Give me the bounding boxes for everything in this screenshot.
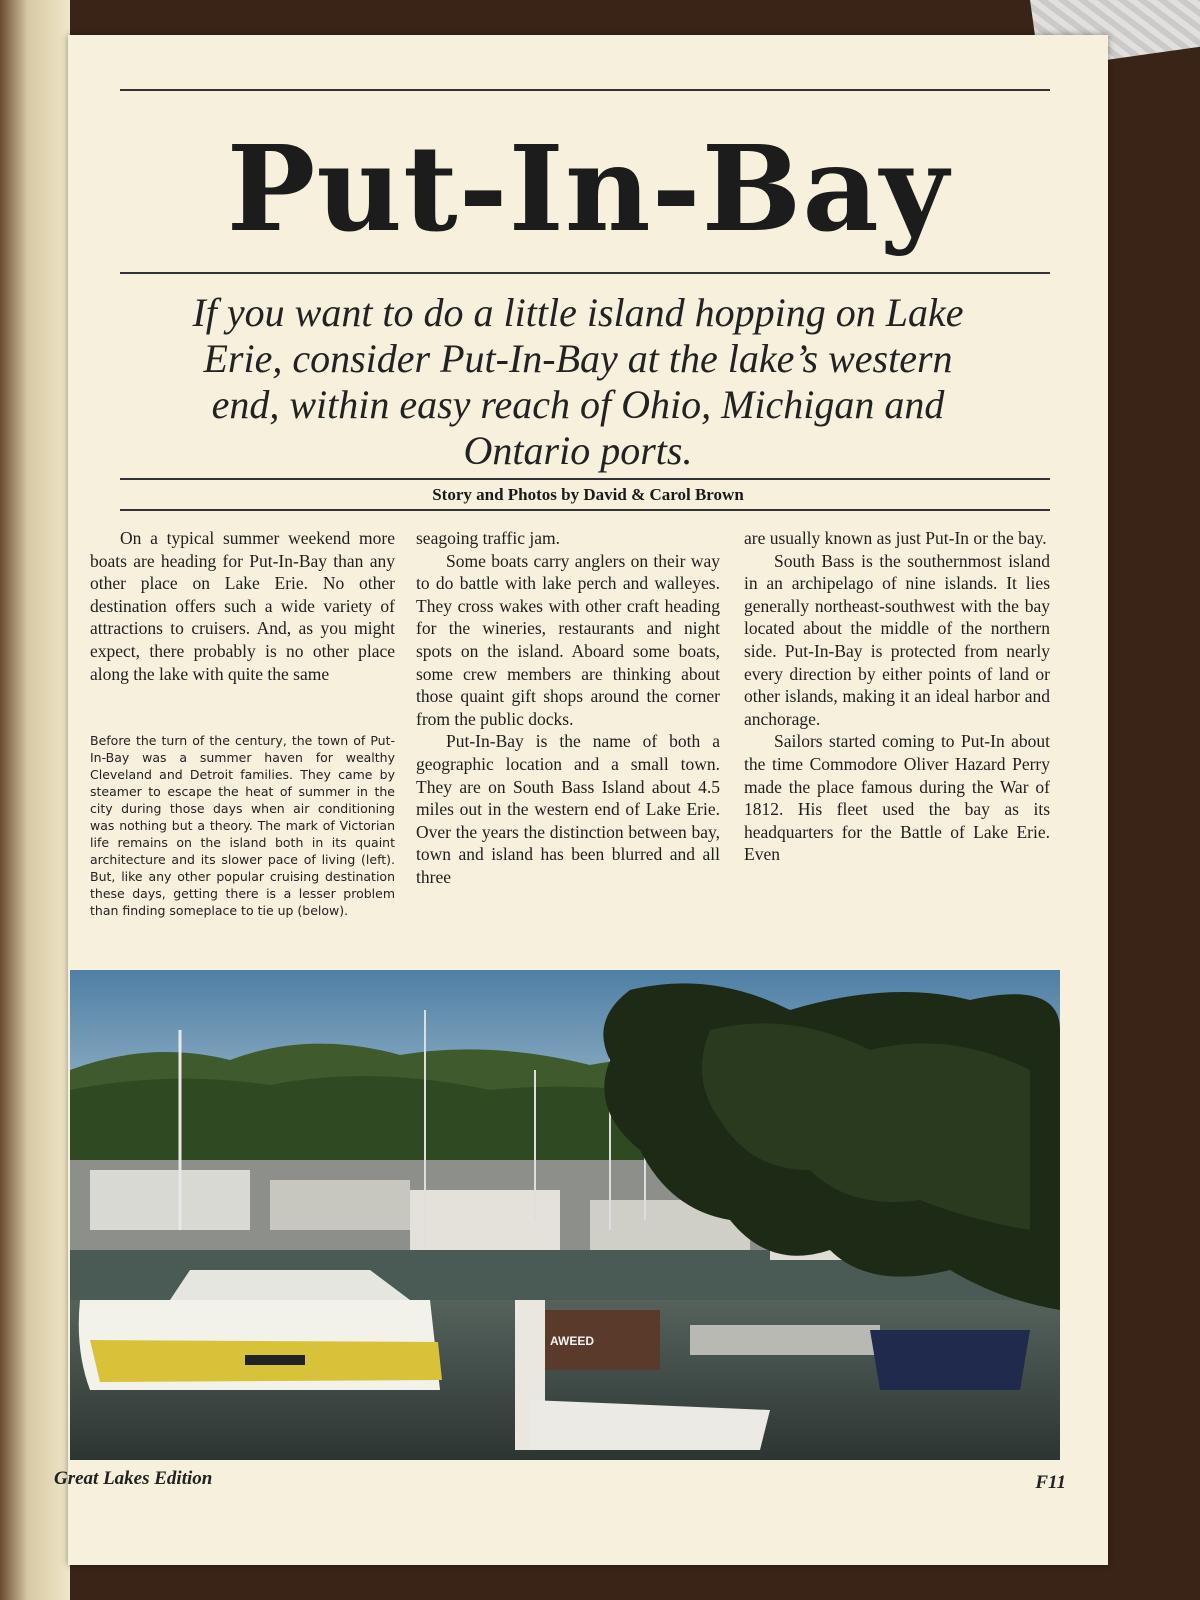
paragraph: Sailors started coming to Put-In about the time Commodore Oliver Hazard Perry made the place famous during the War of 1812. His fleet used the bay as its headquarters for the Battle of Lake Erie. Even: [744, 731, 1050, 865]
paragraph: Put-In-Bay is the name of both a geographic location and a small town. They are on South Bass Island about 4.5 miles out in the western end of Lake Erie. Over the years the distinction between bay, town and island has been blurred and all three: [416, 731, 720, 887]
magazine-page: [54, 35, 1108, 1565]
paragraph: Some boats carry anglers on their way to do battle with lake perch and walleyes. They cross wakes with other craft heading for the wineries, restaurants and night spots on the island. Aboard some boats, some crew members are thinking about those quaint gift shops around the corner from the public docks.: [416, 550, 720, 729]
photo-caption: Before the turn of the century, the town of Put-In-Bay was a summer haven for wealthy Cleveland and Detroit families. They came by steamer to escape the heat of summer in the city during those days when air conditioning was nothing but a theory. The mark of Victorian life remains on the island both in its quaint architecture and its slower pace of living (left). But, like any other popular cruising destination these days, getting there is a lesser problem than finding someplace to tie up (below).: [90, 733, 395, 918]
paragraph: On a typical summer weekend more boats are heading for Put-In-Bay than any other place on Lake Erie. No other destination offers such a wide variety of attractions to cruisers. And, as you might expect, there probably is no other place along the lake with quite the same: [90, 528, 395, 684]
title-rule: [120, 272, 1050, 274]
boat-name-text: AWEED: [550, 1334, 595, 1348]
article-title: Put-In-Bay: [226, 119, 950, 258]
paragraph: are usually known as just Put-In or the bay.: [744, 528, 1047, 548]
page-number: F11: [1035, 1472, 1066, 1493]
marina-photo: [70, 970, 1060, 1460]
column-1: [90, 527, 395, 685]
byline-bottom-rule: [120, 509, 1050, 511]
edition-footer: Great Lakes Edition: [54, 1468, 213, 1489]
binding-edge: [0, 0, 70, 1600]
top-rule: [120, 89, 1050, 91]
paragraph: seagoing traffic jam.: [416, 528, 560, 548]
column-2: [416, 527, 720, 889]
byline: Story and Photos by David & Carol Brown: [432, 485, 744, 504]
byline-top-rule: [120, 478, 1050, 480]
article-subtitle: If you want to do a little island hopping on Lake Erie, consider Put-In-Bay at the lake’s western end, within easy reach of Ohio, Michigan and Ontario ports.: [192, 290, 964, 473]
paragraph: South Bass is the southernmost island in an archipelago of nine islands. It lies generally northeast-southwest with the bay located about the middle of the northern side. Put-In-Bay is protected from nearly every direction by either points of land or other islands, making it an ideal harbor and anchorage.: [744, 550, 1050, 729]
column-3: [744, 527, 1050, 866]
